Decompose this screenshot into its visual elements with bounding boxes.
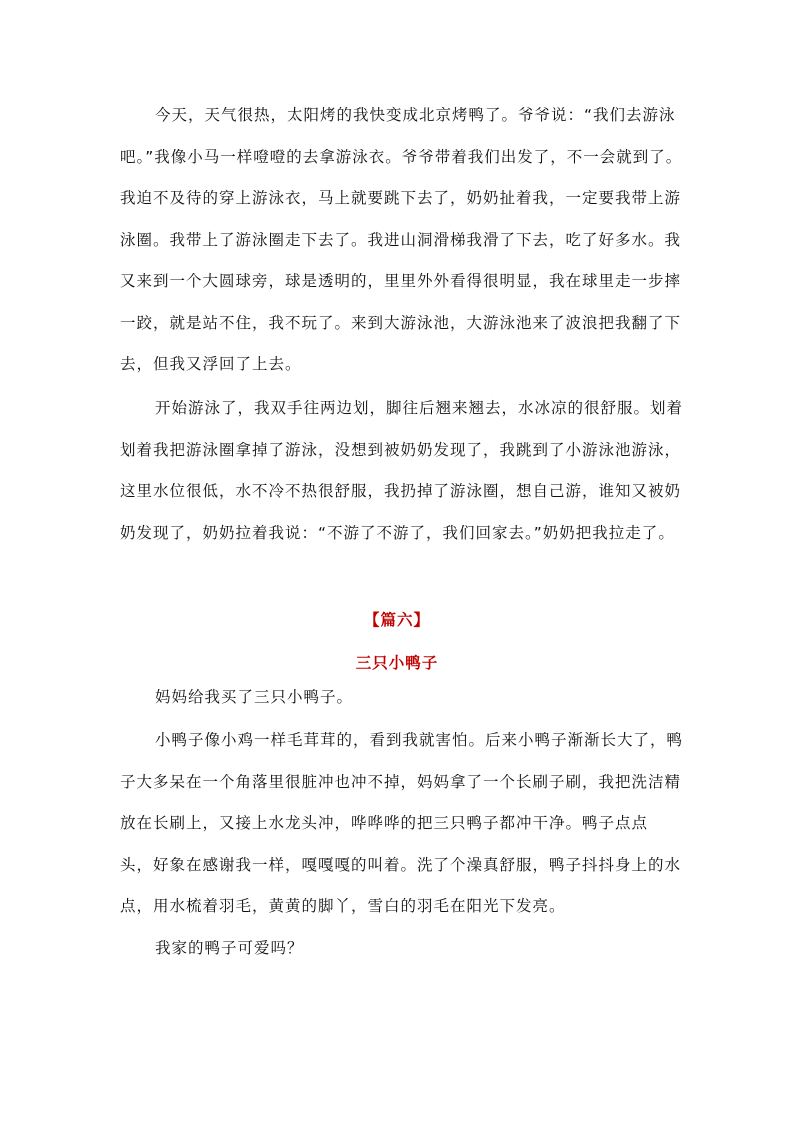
text-line: 点，用水梳着羽毛，黄黄的脚丫，雪白的羽毛在阳光下发亮。: [120, 897, 566, 915]
essay-six-paragraph-2: [120, 720, 682, 928]
essay-five-paragraph-2: [120, 388, 682, 554]
text-line: 我迫不及待的穿上游泳衣，马上就要跳下去了，奶奶扯着我，一定要我带上游: [120, 189, 682, 207]
text-line: 又来到一个大圆球旁，球是透明的，里里外外看得很明显，我在球里走一步摔: [120, 272, 682, 290]
text-line: 这里水位很低，水不冷不热很舒服，我扔掉了游泳圈，想自己游，谁知又被奶: [120, 482, 682, 500]
text-line: 一跤，就是站不住，我不玩了。来到大游泳池，大游泳池来了波浪把我翻了下: [120, 313, 682, 332]
essay-six-paragraph-3: [120, 928, 682, 970]
text-line: 我家的鸭子可爱吗？: [155, 939, 304, 957]
text-line: 去，但我又浮回了上去。: [120, 355, 302, 373]
essay-six-paragraph-1: [120, 677, 682, 719]
text-line: 今天，天气很热，太阳烤的我快变成北京烤鸭了。爷爷说：“我们去游泳: [155, 106, 676, 124]
text-line: 划着我把游泳圈拿掉了游泳，没想到被奶奶发现了，我跳到了小游泳池游泳，: [120, 440, 682, 459]
text-line: 泳圈。我带上了游泳圈走下去了。我进山洞滑梯我滑了下去，吃了好多水。我: [120, 230, 682, 249]
text-line: 头，好象在感谢我一样，嘎嘎嘎的叫着。洗了个澡真舒服，鸭子抖抖身上的水: [120, 855, 682, 874]
section-label: 【篇六】: [363, 611, 430, 629]
text-line: 放在长刷上，又接上水龙头冲，哗哗哗的把三只鸭子都冲干净。鸭子点点: [120, 814, 649, 832]
essay-five-paragraph-1: [120, 95, 682, 386]
text-line: 奶发现了，奶奶拉着我说：“不游了不游了，我们回家去。”奶奶把我拉走了。: [120, 523, 675, 542]
essay-title: 三只小鸭子: [355, 654, 439, 672]
text-line: 妈妈给我买了三只小鸭子。: [155, 688, 354, 706]
text-line: 吧。”我像小马一样噔噔的去拿游泳衣。爷爷带着我们出发了，不一会就到了。: [120, 147, 683, 166]
text-line: 小鸭子像小鸡一样毛茸茸的，看到我就害怕。后来小鸭子渐渐长大了，鸭: [155, 731, 684, 749]
text-line: 开始游泳了，我双手往两边划，脚往后翘来翘去，水冰凉的很舒服。划着: [155, 399, 684, 417]
text-line: 子大多呆在一个角落里很脏冲也冲不掉，妈妈拿了一个长刷子刷，我把洗洁精: [120, 772, 682, 791]
